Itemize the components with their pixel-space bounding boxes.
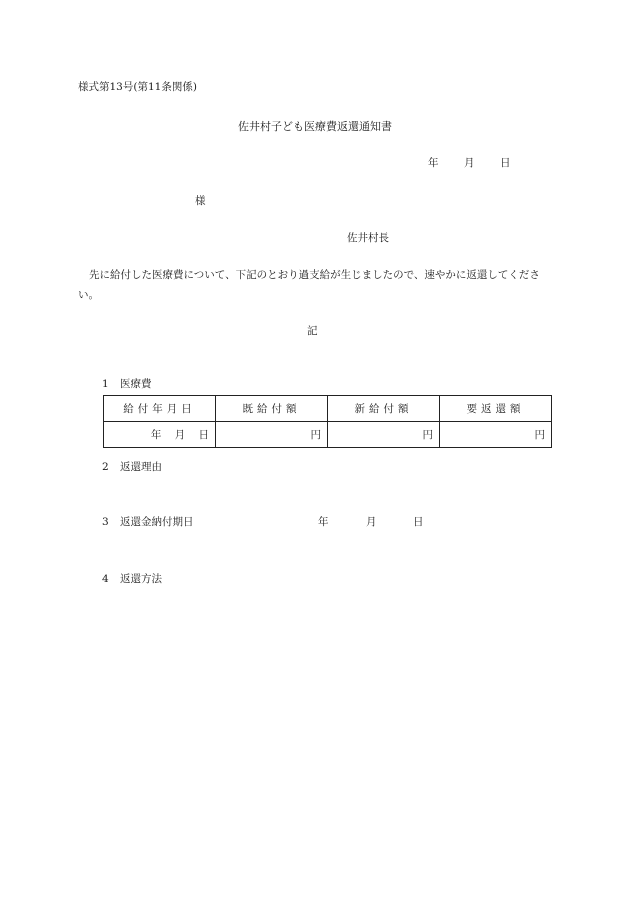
section-label: 返還金納付期日 [120,516,194,528]
section-number: 3 [102,516,109,528]
cell-refund-amount: 円 [440,422,552,448]
due-month: 月 [366,516,377,528]
due-year: 年 [318,516,329,528]
form-number: 様式第13号(第11条関係) [78,81,197,93]
section-1-heading [102,378,152,391]
section-number: 2 [102,461,109,473]
date-year: 年 [428,157,439,169]
section-4-heading [102,573,162,586]
section-3-heading [102,516,194,529]
header-refund-amount: 要返還額 [440,396,552,422]
due-day: 日 [413,516,424,528]
addressee-suffix: 様 [195,195,206,207]
header-paid-amount: 既給付額 [216,396,328,422]
date-day: 日 [500,157,511,169]
header-new-amount: 新給付額 [328,396,440,422]
amounts-table [103,395,552,448]
date-month: 月 [464,157,475,169]
cell-paid-amount: 円 [216,422,328,448]
section-label: 医療費 [120,378,152,390]
issuer: 佐井村長 [347,232,389,244]
section-2-heading [102,461,162,474]
table-row [104,422,552,448]
cell-payment-date: 年 月 日 [104,422,216,448]
section-label: 返還理由 [120,461,162,473]
section-number: 1 [102,378,109,390]
cell-new-amount: 円 [328,422,440,448]
header-payment-date: 給付年月日 [104,396,216,422]
ki-heading: 記 [307,325,318,337]
document-title: 佐井村子ども医療費返還通知書 [238,120,392,133]
body-text: 先に給付した医療費について、下記のとおり過支給が生じましたので、速やかに返還してください。 [78,269,540,301]
table-header-row [104,396,552,422]
section-number: 4 [102,573,109,585]
section-label: 返還方法 [120,573,162,585]
